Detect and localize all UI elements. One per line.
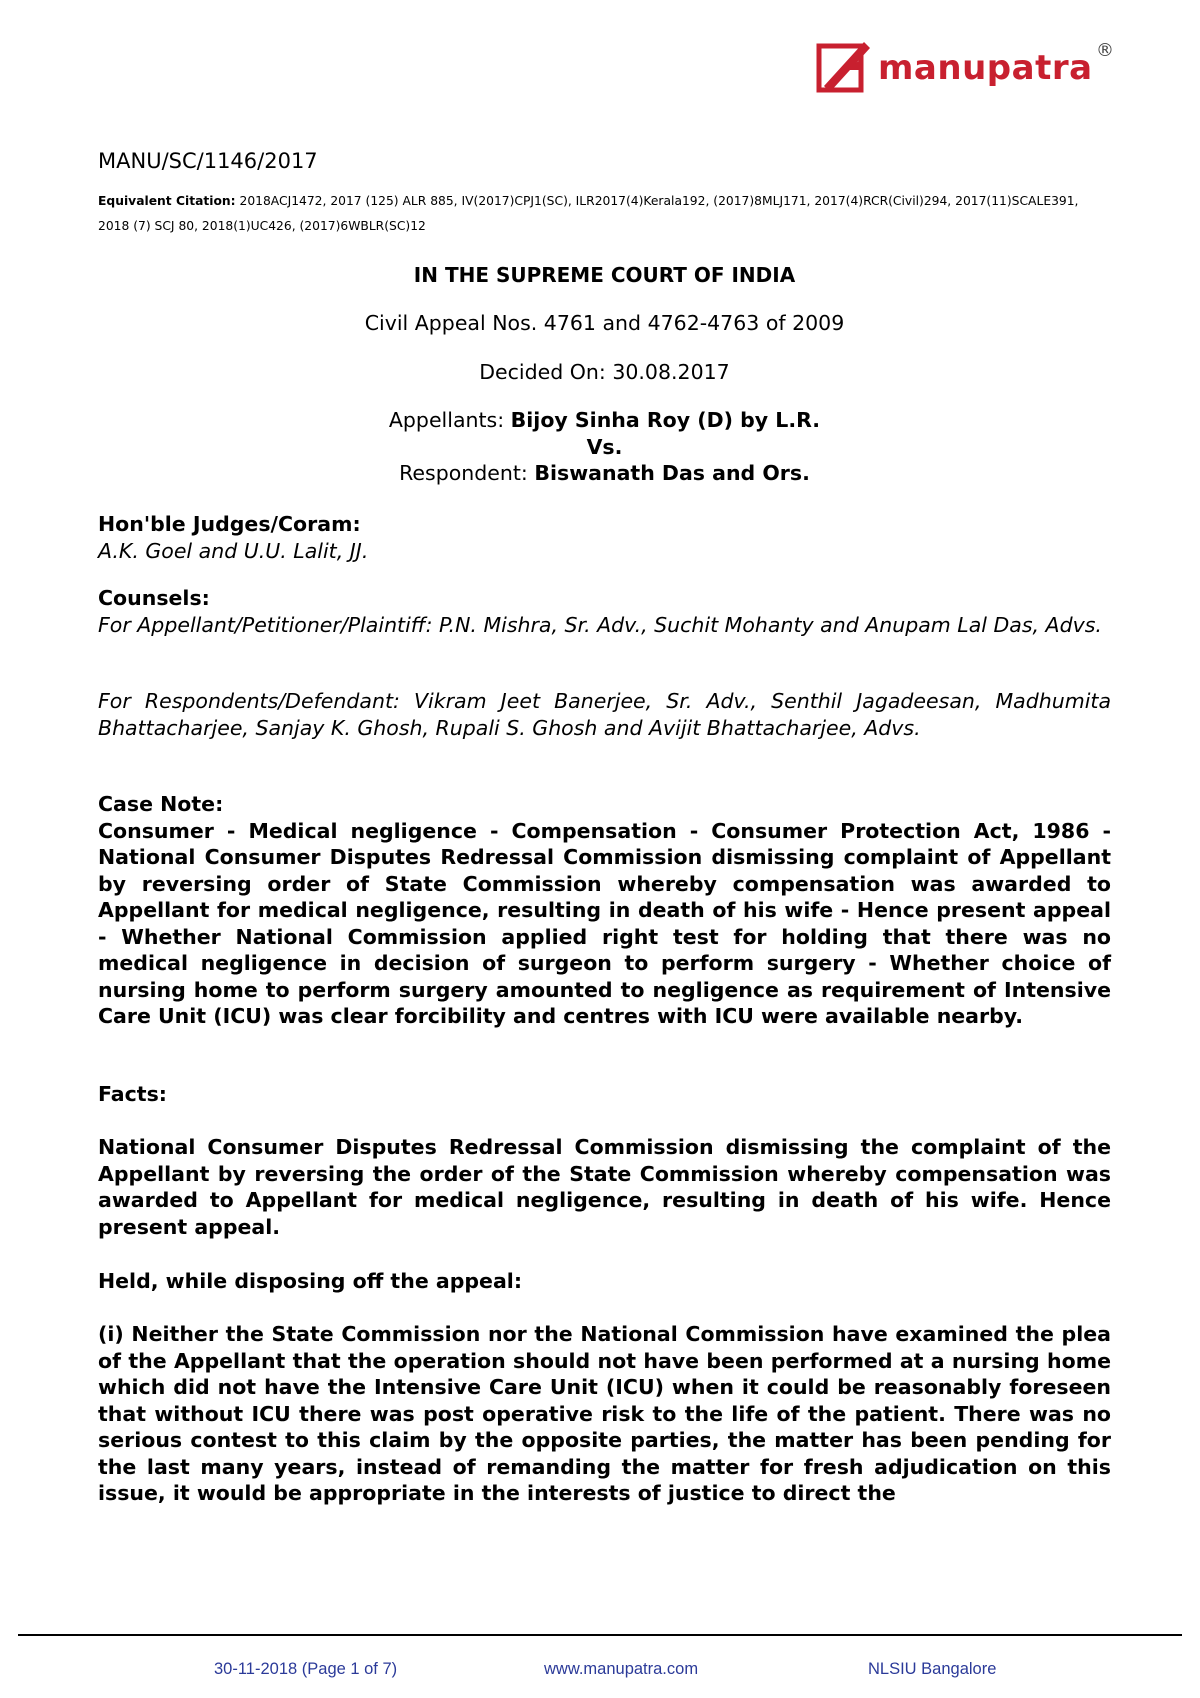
equivalent-citation <box>98 189 1111 239</box>
case-note-heading: Case Note: <box>98 792 224 816</box>
held-point-1: (i) Neither the State Commission nor the National Commission have examined the plea of the Appellant that the operation should not have been performed at a nursing home which did not have the Intensive Care Unit (ICU) when it could be reasonably foreseen that without ICU there was post operative risk to the life of the patient. There was no serious contest to this claim by the opposite parties, the matter has been pending for the last many years, instead of remanding the matter for fresh adjudication on this issue, it would be appropriate in the interests of justice to direct the <box>98 1322 1111 1505</box>
judges-section <box>98 511 1111 564</box>
manupatra-logo <box>816 40 1116 96</box>
appellant-counsel-label: For Appellant/Petitioner/Plaintiff: <box>98 612 440 637</box>
counsels-section <box>98 585 1111 638</box>
footer-divider <box>18 1634 1182 1636</box>
facts-text: National Consumer Disputes Redressal Commission dismissing the complaint of the Appellant by reversing the order of the State Commission whereby compensation was awarded to Appellant for medical negligence, resulting in death of his wife. Hence present appeal. <box>98 1135 1111 1239</box>
footer-website-link[interactable]: www.manupatra.com <box>544 1660 699 1678</box>
appellants-line <box>98 407 1111 434</box>
footer-licensee: NLSIU Bangalore <box>868 1660 997 1678</box>
manupatra-logo-icon <box>816 40 872 96</box>
facts-heading: Facts: <box>98 1082 167 1106</box>
versus-line <box>98 434 1111 461</box>
respondent-counsel-names: Vikram Jeet Banerjee, Sr. Adv., Senthil Jagadeesan, Madhumita Bhattacharjee, Sanjay K. Ghosh, Rupali S. Ghosh and Avijit Bhattacharjee, Advs. <box>98 689 1112 740</box>
respondent-counsel <box>98 688 1111 741</box>
decided-on: Decided On: 30.08.2017 <box>479 360 730 384</box>
respondent-counsel-label: For Respondents/Defendant: <box>98 689 415 713</box>
appellants-label: Appellants: <box>388 408 511 432</box>
registered-mark: ® <box>1096 40 1114 61</box>
equivalent-citation-label: Equivalent Citation: <box>98 194 236 208</box>
judges-heading: Hon'ble Judges/Coram: <box>98 512 361 536</box>
appellant-counsel-names: P.N. Mishra, Sr. Adv., Suchit Mohanty and Anupam Lal Das, Advs. <box>439 612 1102 637</box>
appeal-numbers: Civil Appeal Nos. 4761 and 4762-4763 of 2009 <box>364 311 845 335</box>
counsels-heading: Counsels: <box>98 586 210 610</box>
respondent-counsel-text <box>98 688 1111 741</box>
appellants-name: Bijoy Sinha Roy (D) by L.R. <box>510 408 821 432</box>
court-name: IN THE SUPREME COURT OF INDIA <box>413 263 796 287</box>
respondent-label: Respondent: <box>399 461 535 485</box>
judges-names: A.K. Goel and U.U. Lalit, JJ. <box>98 538 369 563</box>
respondent-line <box>98 460 1111 487</box>
case-note-section <box>98 791 1111 1030</box>
manu-citation-number: MANU/SC/1146/2017 <box>98 149 318 173</box>
versus: Vs. <box>586 434 623 459</box>
appellant-counsel <box>98 612 1111 639</box>
equivalent-citation-text: 2018ACJ1472, 2017 (125) ALR 885, IV(2017)CPJ1(SC), ILR2017(4)Kerala192, (2017)8MLJ171, 2017(4)RCR(Civil)294, 2017(11)SCALE391, 2018 (7) SCJ 80, 2018(1)UC426, (2017)6WBLR(SC)12 <box>98 194 1079 233</box>
parties-block <box>98 407 1111 487</box>
respondent-name: Biswanath Das and Ors. <box>534 461 810 485</box>
footer-date-page: 30-11-2018 (Page 1 of 7) <box>214 1660 398 1678</box>
logo-wordmark: manupatra <box>878 48 1093 88</box>
held-heading: Held, while disposing off the appeal: <box>98 1269 523 1293</box>
case-note-text: Consumer - Medical negligence - Compensation - Consumer Protection Act, 1986 - National Consumer Disputes Redressal Commission dismissing complaint of Appellant by reversing order of State Commission whereby compensation was awarded to Appellant for medical negligence, resulting in death of his wife - Hence present appeal - Whether National Commission applied right test for holding that there was no medical negligence in decision of surgeon to perform surgery - Whether choice of nursing home to perform surgery amounted to negligence as requirement of Intensive Care Unit (ICU) was clear forcibility and centres with ICU were available nearby. <box>98 818 1111 1028</box>
